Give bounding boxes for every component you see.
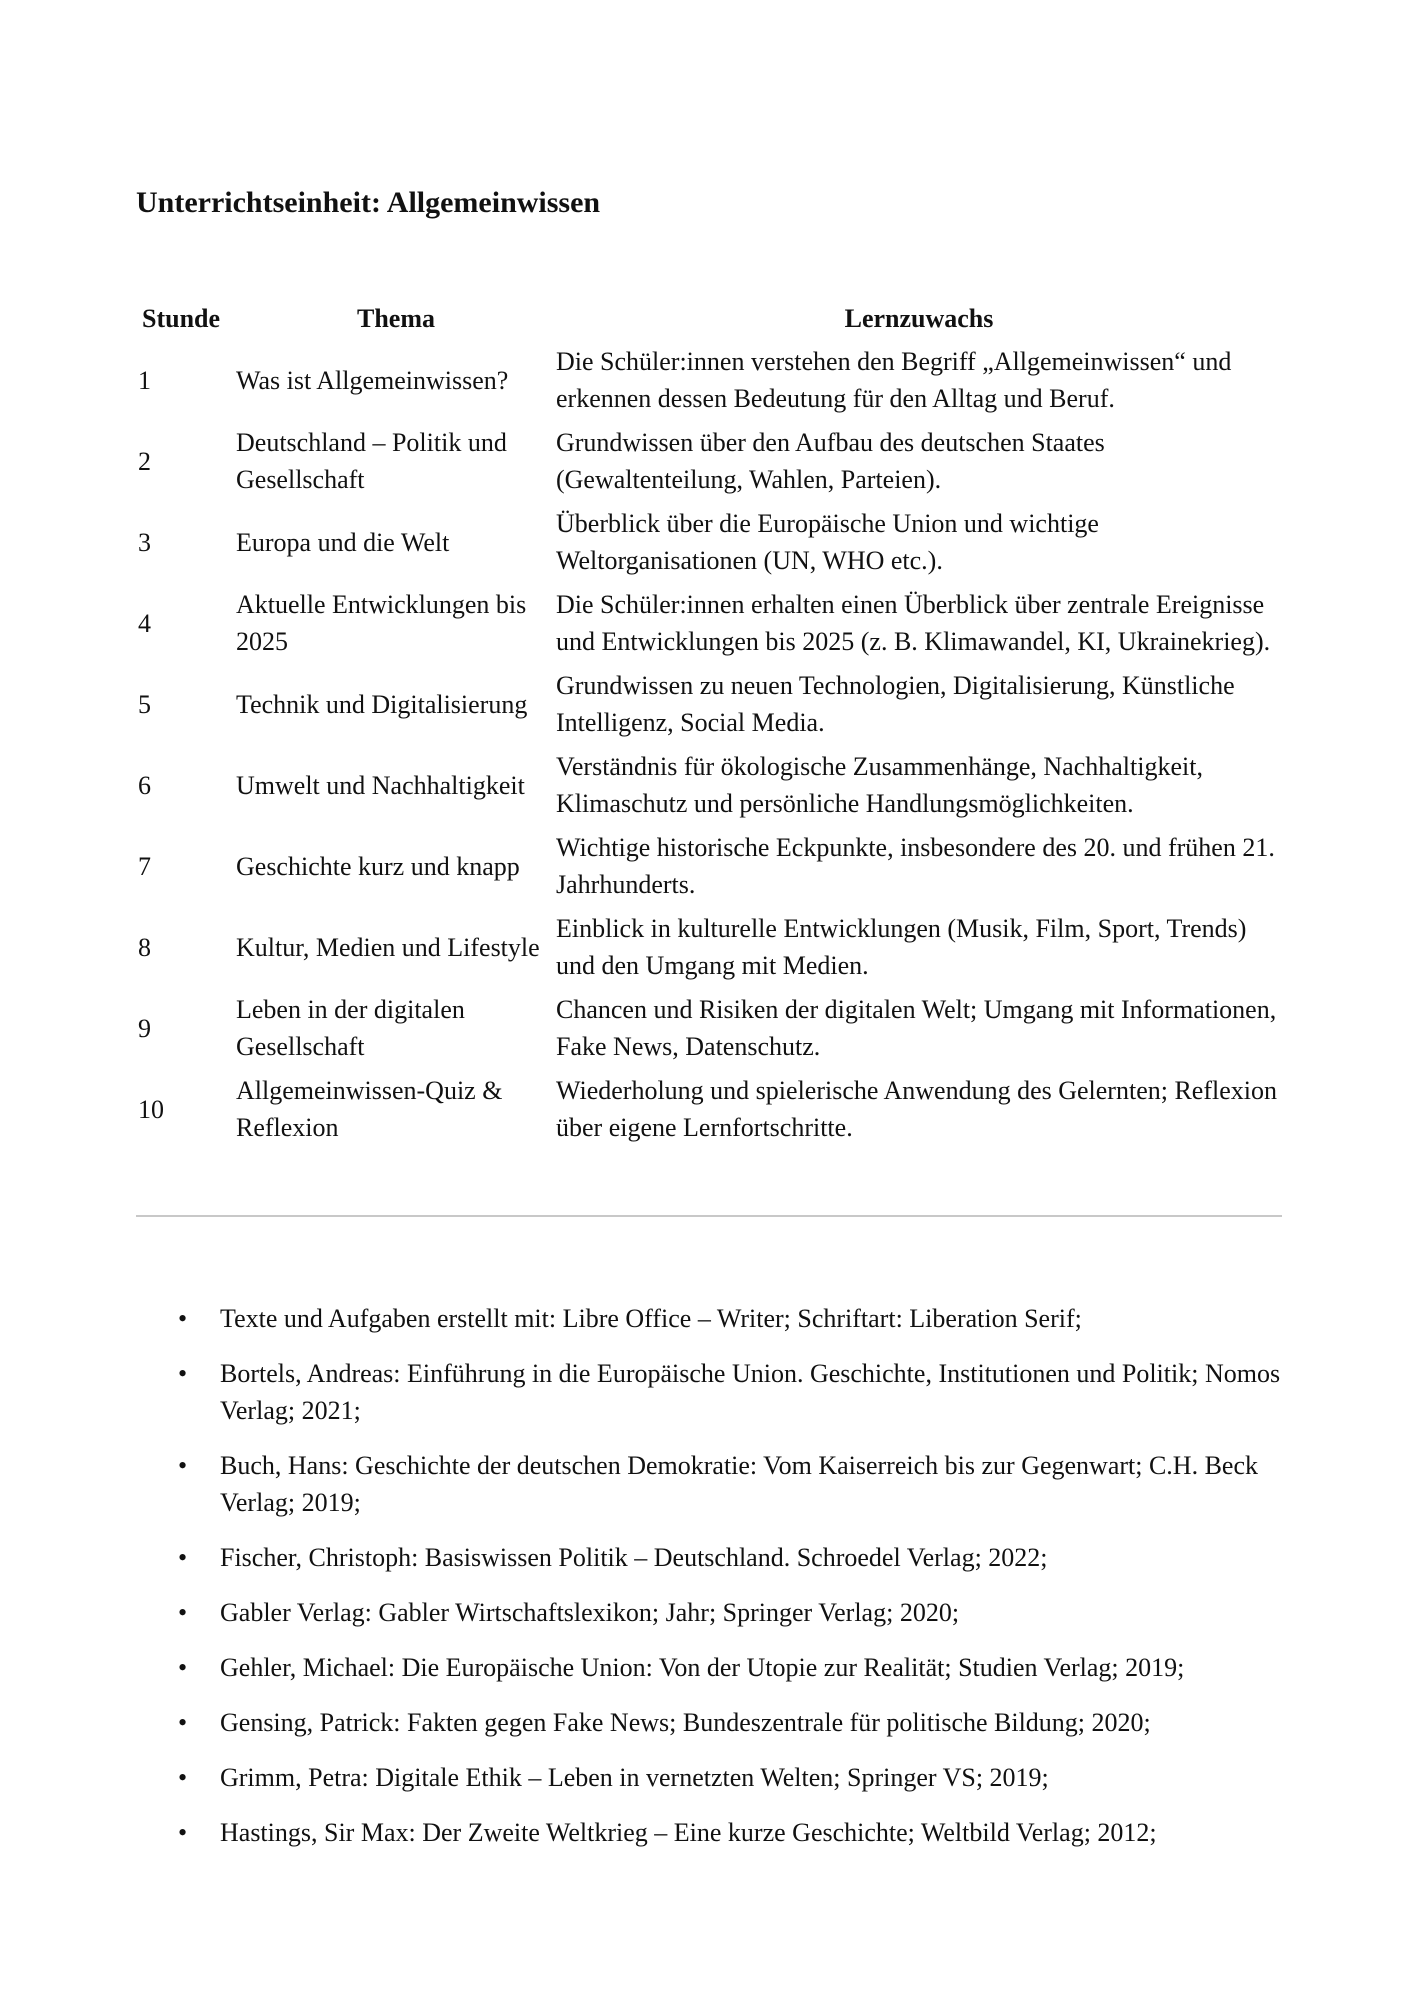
reference-list: [136, 1300, 1296, 1869]
cell-stunde: 10: [138, 1094, 164, 1124]
reference-text: Grimm, Petra: Digitale Ethik – Leben in vernetzten Welten; Springer VS; 2019;: [220, 1763, 1049, 1792]
cell-thema: Kultur, Medien und Lifestyle: [236, 932, 540, 962]
list-item: [136, 1649, 1296, 1686]
list-item: [136, 1355, 1296, 1429]
cell-thema: Aktuelle Entwicklungen bis 2025: [236, 590, 527, 656]
bullet-icon: •: [178, 1543, 188, 1572]
reference-text: Gehler, Michael: Die Europäische Union: Von der Utopie zur Realität; Studien Verlag; 2019;: [220, 1653, 1185, 1682]
table-row: [136, 907, 1282, 988]
cell-lernzuwachs: Überblick über die Europäische Union und wichtige Weltorganisationen (UN, WHO etc.).: [556, 509, 1099, 575]
cell-lernzuwachs: Grundwissen zu neuen Technologien, Digitalisierung, Künstliche Intelligenz, Social Media.: [556, 671, 1235, 737]
list-item: [136, 1539, 1296, 1576]
table-row: [136, 826, 1282, 907]
bullet-icon: •: [178, 1359, 188, 1388]
table-row: [136, 340, 1282, 421]
list-item: [136, 1704, 1296, 1741]
table-row: [136, 664, 1282, 745]
cell-lernzuwachs: Grundwissen über den Aufbau des deutschen Staates (Gewaltenteilung, Wahlen, Parteien).: [556, 428, 1105, 494]
cell-thema: Deutschland – Politik und Gesellschaft: [236, 428, 507, 494]
cell-lernzuwachs: Chancen und Risiken der digitalen Welt; Umgang mit Informationen, Fake News, Datenschutz.: [556, 995, 1277, 1061]
cell-lernzuwachs: Verständnis für ökologische Zusammenhänge, Nachhaltigkeit, Klimaschutz und persönliche Handlungsmöglichkeiten.: [556, 752, 1203, 818]
table-row: [136, 502, 1282, 583]
horizontal-divider: [136, 1215, 1282, 1217]
cell-lernzuwachs: Wichtige historische Eckpunkte, insbesondere des 20. und frühen 21. Jahrhunderts.: [556, 833, 1275, 899]
table-row: [136, 1069, 1282, 1150]
cell-stunde: 5: [138, 689, 151, 719]
column-header-stunde: Stunde: [142, 303, 221, 333]
lesson-plan-table: [136, 296, 1282, 1150]
page-title: Unterrichtseinheit: Allgemeinwissen: [136, 186, 601, 219]
cell-thema: Technik und Digitalisierung: [236, 689, 528, 719]
reference-text: Bortels, Andreas: Einführung in die Europäische Union. Geschichte, Institutionen und Politik; Nomos Verlag; 2021;: [220, 1359, 1281, 1425]
cell-stunde: 3: [138, 527, 151, 557]
list-item: [136, 1447, 1296, 1521]
reference-text: Gabler Verlag: Gabler Wirtschaftslexikon; Jahr; Springer Verlag; 2020;: [220, 1598, 960, 1627]
column-header-lernzuwachs: Lernzuwachs: [844, 303, 994, 333]
cell-thema: Umwelt und Nachhaltigkeit: [236, 770, 525, 800]
bullet-icon: •: [178, 1451, 188, 1480]
reference-text: Gensing, Patrick: Fakten gegen Fake News; Bundeszentrale für politische Bildung; 2020;: [220, 1708, 1151, 1737]
cell-stunde: 9: [138, 1013, 151, 1043]
cell-lernzuwachs: Wiederholung und spielerische Anwendung des Gelernten; Reflexion über eigene Lernfortschritte.: [556, 1076, 1277, 1142]
list-item: [136, 1814, 1296, 1851]
cell-thema: Was ist Allgemeinwissen?: [236, 365, 509, 395]
cell-lernzuwachs: Die Schüler:innen erhalten einen Überblick über zentrale Ereignisse und Entwicklungen bis 2025 (z. B. Klimawandel, KI, Ukrainekrieg).: [556, 590, 1271, 656]
list-item: [136, 1594, 1296, 1631]
bullet-icon: •: [178, 1653, 188, 1682]
bullet-icon: •: [178, 1708, 188, 1737]
bullet-icon: •: [178, 1598, 188, 1627]
cell-lernzuwachs: Die Schüler:innen verstehen den Begriff „Allgemeinwissen“ und erkennen dessen Bedeutung für den Alltag und Beruf.: [556, 347, 1232, 413]
list-item: [136, 1759, 1296, 1796]
list-item: [136, 1300, 1296, 1337]
cell-thema: Europa und die Welt: [236, 527, 450, 557]
cell-stunde: 1: [138, 365, 151, 395]
table-row: [136, 988, 1282, 1069]
bullet-icon: •: [178, 1818, 188, 1847]
table-row: [136, 583, 1282, 664]
cell-thema: Leben in der digitalen Gesellschaft: [236, 995, 465, 1061]
reference-text: Hastings, Sir Max: Der Zweite Weltkrieg – Eine kurze Geschichte; Weltbild Verlag; 2012;: [220, 1818, 1157, 1847]
reference-text: Buch, Hans: Geschichte der deutschen Demokratie: Vom Kaiserreich bis zur Gegenwart; C.H. Beck Verlag; 2019;: [220, 1451, 1259, 1517]
reference-text: Texte und Aufgaben erstellt mit: Libre Office – Writer; Schriftart: Liberation Serif;: [220, 1304, 1082, 1333]
cell-stunde: 2: [138, 446, 151, 476]
column-header-thema: Thema: [357, 303, 435, 333]
cell-stunde: 6: [138, 770, 151, 800]
cell-stunde: 4: [138, 608, 151, 638]
table-row: [136, 745, 1282, 826]
reference-text: Fischer, Christoph: Basiswissen Politik – Deutschland. Schroedel Verlag; 2022;: [220, 1543, 1048, 1572]
cell-stunde: 7: [138, 851, 151, 881]
cell-thema: Geschichte kurz und knapp: [236, 851, 520, 881]
cell-lernzuwachs: Einblick in kulturelle Entwicklungen (Musik, Film, Sport, Trends) und den Umgang mit Medien.: [556, 914, 1247, 980]
table-header-row: [136, 296, 1282, 340]
cell-stunde: 8: [138, 932, 151, 962]
bullet-icon: •: [178, 1304, 188, 1333]
table-row: [136, 421, 1282, 502]
bullet-icon: •: [178, 1763, 188, 1792]
cell-thema: Allgemeinwissen-Quiz & Reflexion: [236, 1076, 503, 1142]
